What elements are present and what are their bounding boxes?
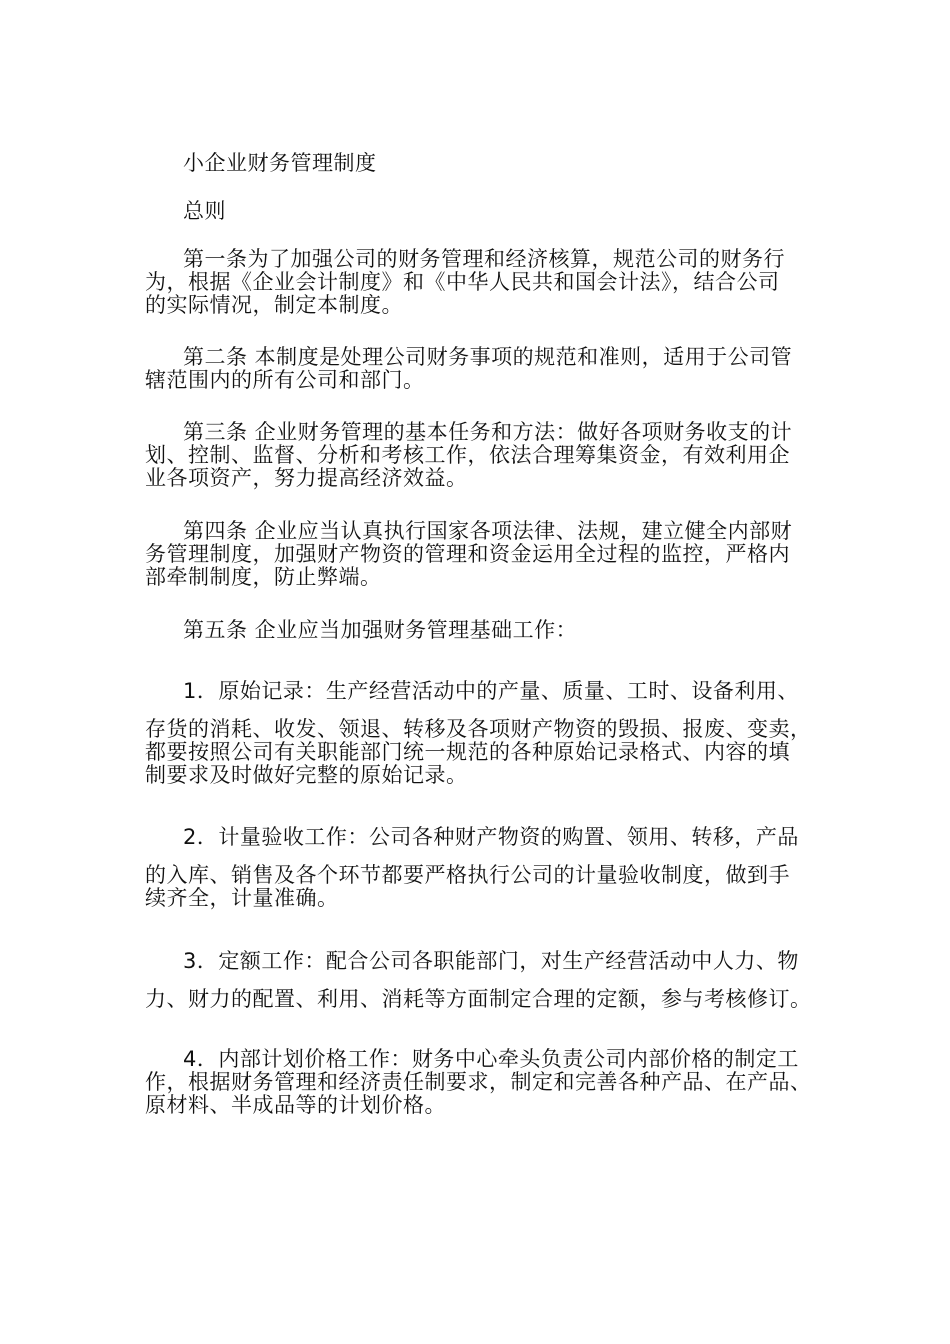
item-1-line-4: 制要求及时做好完整的原始记录。 <box>145 763 468 787</box>
section-text: 总则 <box>183 199 226 223</box>
article-1 <box>145 248 805 317</box>
title-text: 小企业财务管理制度 <box>183 151 377 175</box>
article-3-line-2: 划、控制、监督、分析和考核工作，依法合理筹集资金，有效利用企 <box>145 443 790 467</box>
item-2-line-3: 续齐全，计量准确。 <box>145 886 339 910</box>
article-5-line-1: 第五条 企业应当加强财务管理基础工作： <box>183 618 578 642</box>
article-2-line-2: 辖范围内的所有公司和部门。 <box>145 368 425 392</box>
item-4 <box>145 1047 812 1117</box>
item-4-line-3: 原材料、半成品等的计划价格。 <box>145 1093 446 1117</box>
document-title <box>145 152 805 175</box>
article-4-line-3: 部牵制制度，防止弊端。 <box>145 565 382 589</box>
article-1-line-3: 的实际情况，制定本制度。 <box>145 293 403 317</box>
article-5 <box>145 619 805 642</box>
item-1-line-2: 存货的消耗、收发、领退、转移及各项财产物资的毁损、报废、变卖， <box>145 717 812 741</box>
article-1-line-1: 第一条为了加强公司的财务管理和经济核算，规范公司的财务行 <box>183 247 785 271</box>
item-2-line-2: 的入库、销售及各个环节都要严格执行公司的计量验收制度，做到手 <box>145 863 790 887</box>
item-1-line-3: 都要按照公司有关职能部门统一规范的各种原始记录格式、内容的填 <box>145 740 790 764</box>
item-1 <box>145 679 812 787</box>
article-3 <box>145 421 805 490</box>
article-2-line-1: 第二条 本制度是处理公司财务事项的规范和准则，适用于公司管 <box>183 345 793 369</box>
item-3 <box>145 949 812 1011</box>
section-heading <box>145 200 805 223</box>
article-3-line-1: 第三条 企业财务管理的基本任务和方法：做好各项财务收支的计 <box>183 420 793 444</box>
item-3-line-2: 力、财力的配置、利用、消耗等方面制定合理的定额，参与考核修订。 <box>145 987 812 1011</box>
article-4 <box>145 520 805 589</box>
article-1-line-2: 为，根据《企业会计制度》和《中华人民共和国会计法》，结合公司 <box>145 270 780 294</box>
item-4-line-2: 作，根据财务管理和经济责任制要求，制定和完善各种产品、在产品、 <box>145 1070 812 1094</box>
item-1-line-1: 1．原始记录：生产经营活动中的产量、质量、工时、设备利用、 <box>183 679 799 703</box>
item-2-line-1: 2．计量验收工作：公司各种财产物资的购置、领用、转移，产品 <box>183 825 799 849</box>
article-2 <box>145 346 805 392</box>
item-2 <box>145 826 805 910</box>
article-3-line-3: 业各项资产，努力提高经济效益。 <box>145 466 468 490</box>
item-3-line-1: 3．定额工作：配合公司各职能部门，对生产经营活动中人力、物 <box>183 949 799 973</box>
item-4-line-1: 4．内部计划价格工作：财务中心牵头负责公司内部价格的制定工 <box>183 1047 799 1071</box>
article-4-line-2: 务管理制度，加强财产物资的管理和资金运用全过程的监控，严格内 <box>145 542 790 566</box>
article-4-line-1: 第四条 企业应当认真执行国家各项法律、法规，建立健全内部财 <box>183 519 793 543</box>
